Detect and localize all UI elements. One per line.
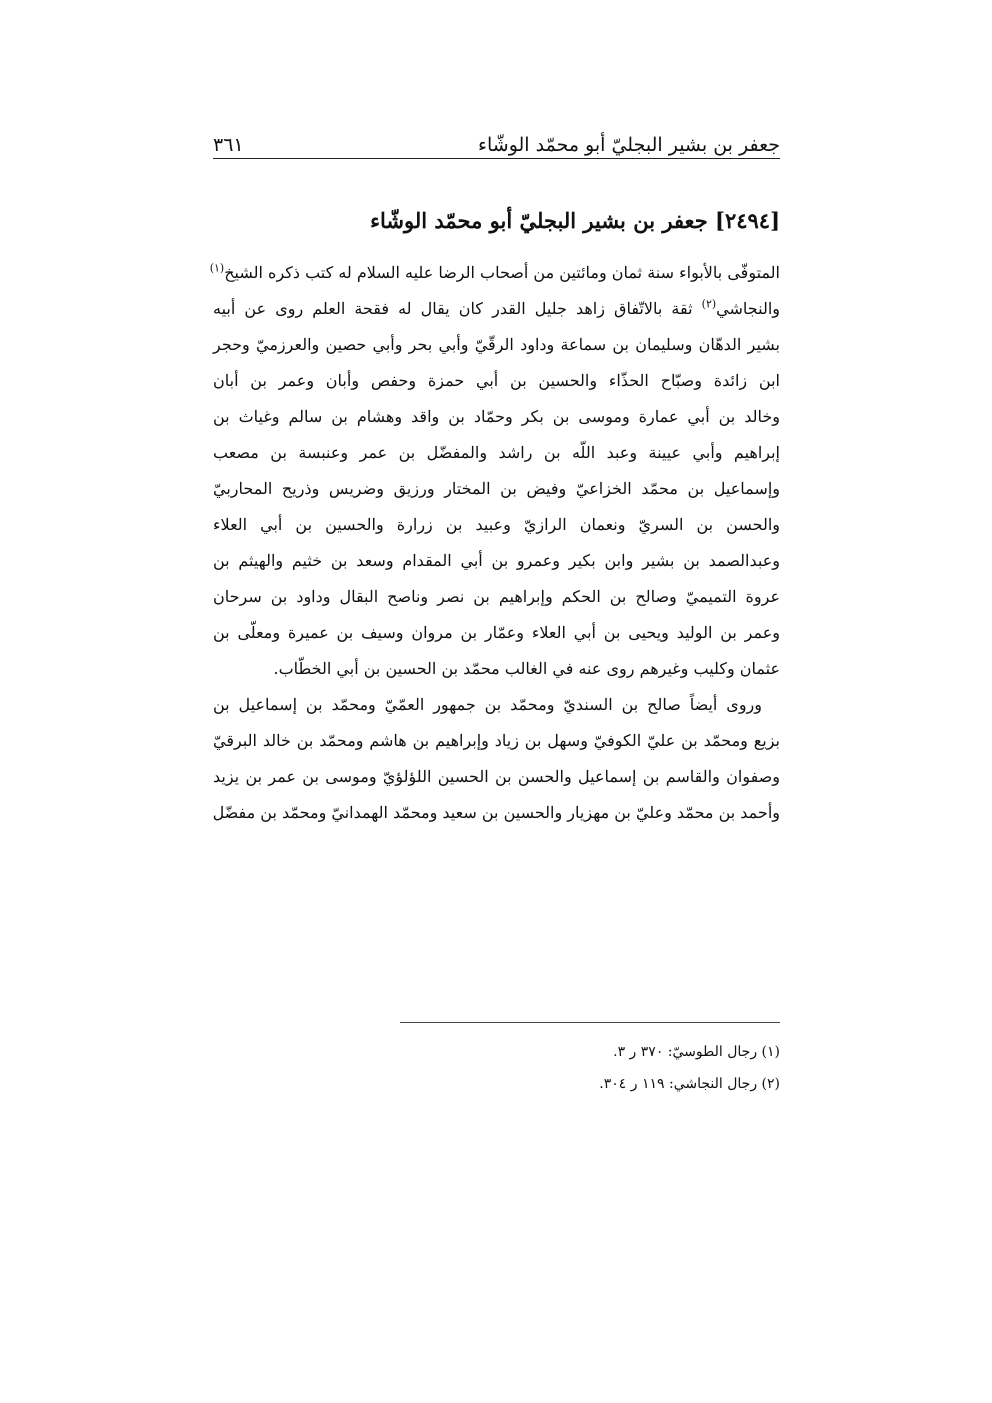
paragraph-1-line-5: وخالد بن أبي عمارة وموسى بن بكر وحمّاد بن واقد وهشام بن سالم وغياث بن (213, 407, 780, 426)
entry-title: جعفر بن بشير البجليّ أبو محمّد الوشّاء (370, 208, 708, 233)
header-divider (213, 158, 780, 159)
paragraph-1-line-1 (209, 255, 780, 291)
running-title: جعفر بن بشير البجليّ أبو محمّد الوشّاء (478, 134, 780, 156)
running-header (213, 118, 780, 156)
footnote-1: (١) رجال الطوسيّ: ٣٧٠ ر ٣. (613, 1044, 780, 1060)
paragraph-1-line-6: إبراهيم وأبي عيينة وعبد اللّه بن راشد والمفضّل بن عمر وعنبسة بن مصعب (213, 443, 780, 462)
paragraph-1-line-9: وعبدالصمد بن بشير وابن بكير وعمرو بن أبي المقدام وسعد بن خثيم والهيثم بن (213, 551, 780, 570)
paragraph-1-line-10: عروة التميميّ وصالح بن الحكم وإبراهيم بن نصر وناصح البقال وداود بن سرحان (213, 587, 780, 606)
entry-heading (213, 208, 780, 233)
paragraph-2-line-1: وروى أيضاً صالح بن السنديّ ومحمّد بن جمهور العمّيّ ومحمّد بن إسماعيل بن (213, 695, 762, 714)
entry-number: [٢٤٩٤] (715, 208, 780, 233)
footnote-divider (400, 1022, 780, 1023)
paragraph-1-line-4: ابن زائدة وصبّاح الحذّاء والحسين بن أبي حمزة وحفص وأبان وعمر بن أبان (213, 371, 780, 390)
footnote-2: (٢) رجال النجاشي: ١١٩ ر ٣٠٤. (599, 1076, 780, 1092)
paragraph-1-line-11: وعمر بن الوليد ويحيى بن أبي العلاء وعمّار بن مروان وسيف بن عميرة ومعلّى بن (213, 623, 780, 642)
paragraph-2-line-4: وأحمد بن محمّد وعليّ بن مهزيار والحسين بن سعيد ومحمّد الهمدانيّ ومحمّد بن مفضّل (212, 803, 780, 822)
line-text: ثقة بالاتّفاق زاهد جليل القدر كان يقال له فقحة العلم روى عن أبيه (213, 299, 693, 318)
paragraph-1-line-7: وإسماعيل بن محمّد الخزاعيّ وفيض بن المختار ورزيق وضريس وذريح المحاربيّ (213, 479, 780, 498)
line-text: والنجاشي (716, 299, 780, 318)
paragraph-2-line-3: وصفوان والقاسم بن إسماعيل والحسن بن الحسين اللؤلؤيّ وموسى بن عمر بن يزيد (213, 767, 780, 786)
paragraph-2-line-2: بزيع ومحمّد بن عليّ الكوفيّ وسهل بن زياد وإبراهيم بن هاشم ومحمّد بن خالد البرقيّ (213, 731, 780, 750)
page-number: ٣٦١ (213, 134, 244, 156)
paragraph-1-line-12: عثمان وكليب وغيرهم روى عنه في الغالب محمّد بن الحسين بن أبي الخطّاب. (273, 659, 780, 678)
paragraph-1-line-2 (213, 291, 780, 327)
footnotes (599, 1036, 780, 1100)
paragraph-1-line-3: بشير الدهّان وسليمان بن سماعة وداود الرقّيّ وأبي بحر وأبي حصين والعرزميّ وحجر (213, 335, 780, 354)
line-text: المتوفّى بالأبواء سنة ثمان ومائتين من أصحاب الرضا عليه السلام له كتب ذكره الشيخ (224, 263, 780, 282)
footnote-ref-1[interactable]: (١) (209, 261, 225, 275)
paragraph-1-line-8: والحسن بن السريّ ونعمان الرازيّ وعبيد بن زرارة والحسين بن أبي العلاء (213, 515, 780, 534)
footnote-ref-2[interactable]: (٢) (701, 297, 717, 311)
entry-body (209, 255, 780, 831)
